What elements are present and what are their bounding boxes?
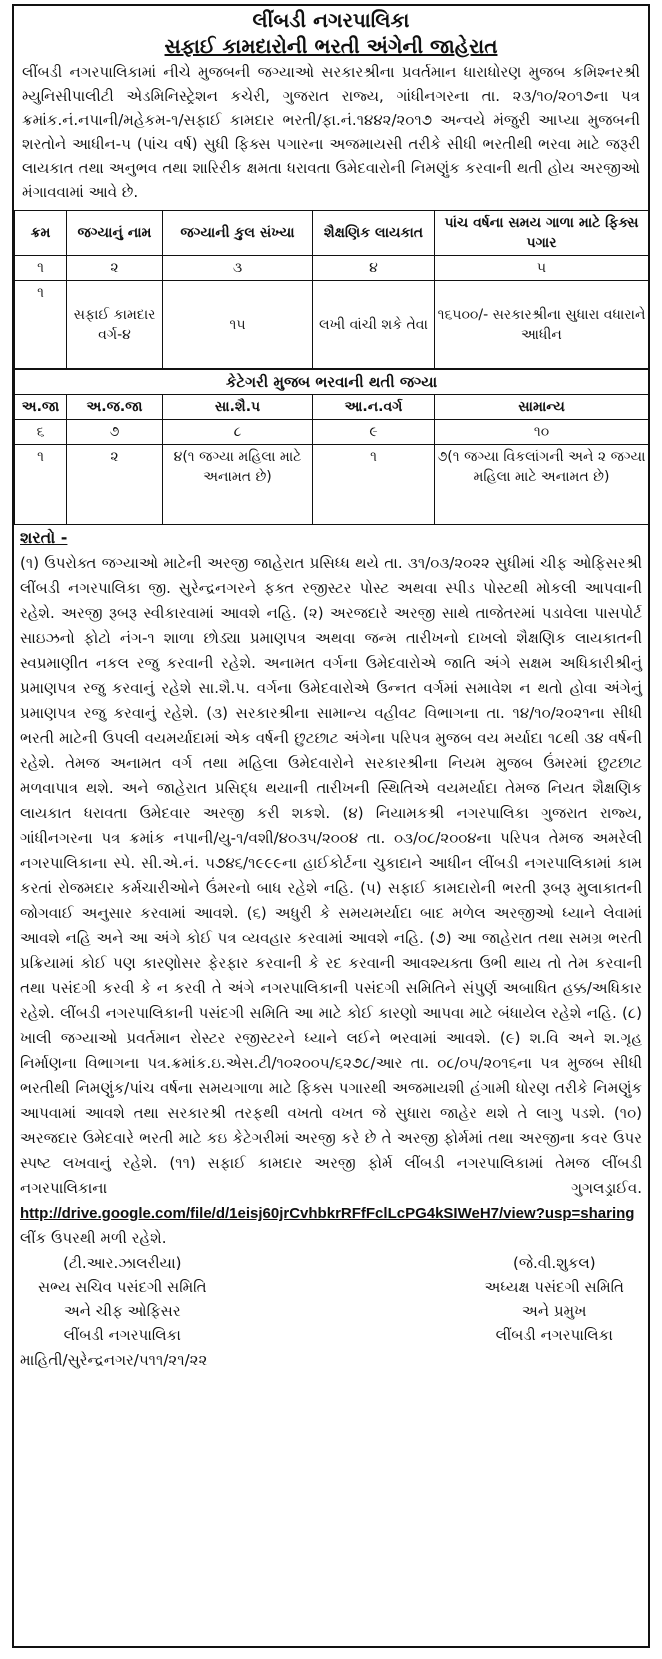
table-cell: ૧૫ [163,281,313,369]
terms-suffix: લીંક ઉપરથી મળી રહેશે. [20,1229,167,1247]
table-row [15,420,649,445]
table-cell: ૯ [313,420,435,445]
table-cell: ૩ [163,256,313,281]
intro-paragraph: લીંબડી નગરપાલિકામાં નીચે મુજબની જગ્યાઓ સરકારશ્રીના પ્રવર્તમાન ધારાધોરણ મુજબ કમિશ્નરશ્રી મ્યુનિસીપાલીટી એડમિનિસ્ટ્રેશન કચેરી, ગુજરાત રાજ્ય, ગાંધીનગરના તા. ૨૩/૧૦/૨૦૧૭ના પત્ર ક્રમાંક.નં.નપાની/મહેકમ-૧/સફાઈ કામદાર ભરતી/ફા.નં.૧૪૪૨/૨૦૧૭ અન્વયે મંજુરી આપ્યા મુજબની શરતોને આધીન-૫ (પાંચ વર્ષ) સુધી ફિક્સ પગારના અજમાયસી તરીકે સીધી ભરતીથી ભરવા માટે જરૂરી લાયકાત તથા અનુભવ તથા શારિરીક ક્ષમતા ધરાવતા ઉમેદવારોની નિમણુંક કરવાની થતી હોય અરજીઓ મંગાવવામાં આવે છે. [22,63,640,201]
signatory-name: (જે.વી.શુકલ) [512,1254,596,1272]
posts-table [14,210,649,369]
table-header-cell: અ.જ.જા [67,395,163,420]
table-header-cell: સા.શૈ.પ [163,395,313,420]
table-header-cell: જગ્યાનું નામ [67,211,163,256]
table-row [15,256,649,281]
table-cell: ૬ [15,420,67,445]
category-title: કેટેગરી મુજબ ભરવાની થતી જગ્યા [15,370,649,395]
table-cell: ૭ [67,420,163,445]
google-drive-link[interactable]: http://drive.google.com/file/d/1eisj60jrCvhbkrRFfFclLcPG4kSIWeH7/view?usp=sharing [20,1205,635,1222]
table-cell: ૧ [313,445,435,525]
table-cell: ૨ [67,256,163,281]
table-header-cell: શૈક્ષણિક લાયકાત [313,211,435,256]
category-table [14,369,649,525]
table-cell: ૪(૧ જગ્યા મહિલા માટે અનામત છે) [163,445,313,525]
table-cell: લખી વાંચી શકે તેવા [313,281,435,369]
table-header-cell: સામાન્ય [435,395,649,420]
page-subtitle: સફાઈ કામદારોની ભરતી અંગેની જાહેરાત [164,34,498,58]
signature-right [485,1251,624,1347]
terms-paragraph [14,549,648,1251]
terms-heading: શરતો - [20,528,68,547]
table-cell: ૧૦ [435,420,649,445]
table-cell: ૭(૧ જગ્યા વિકલાંગની અને ૨ જગ્યા મહિલા માટે અનામત છે) [435,445,649,525]
table-cell: ૪ [313,256,435,281]
table-header-cell: પાંચ વર્ષના સમય ગાળા માટે ફિક્સ પગાર [435,211,649,256]
table-header-cell: જગ્યાની કુલ સંખ્યા [163,211,313,256]
signatory-line: લીંબડી નગરપાલિકા [495,1326,613,1344]
table-cell: ૧૬૫૦૦/- સરકારશ્રીના સુધારા વધારાને આધીન [435,281,649,369]
table-cell: સફાઈ કામદાર વર્ગ-૪ [67,281,163,369]
page-title: લીંબડી નગરપાલિકા [252,8,410,32]
signatory-line: લીંબડી નગરપાલિકા [63,1326,181,1344]
table-header-row [15,395,649,420]
advertisement [12,4,650,1648]
terms-body: (૧) ઉપરોક્ત જગ્યાઓ માટેની અરજી જાહેરાત પ્રસિધ્ધ થયે તા. ૩૧/૦૩/૨૦૨૨ સુધીમાં ચીફ ઓફિસરશ્રી લીંબડી નગરપાલિકા જી. સુરેન્દ્રનગરને ફક્ત રજીસ્ટર પોસ્ટ અથવા સ્પીડ પોસ્ટથી મોકલી આપવાની રહેશે. અરજી રૂબરૂ સ્વીકારવામાં આવશે નહિ. (૨) અરજદારે અરજી સાથે તાજેતરમાં પડાવેલા પાસપોર્ટ સાઇઝનો ફોટો નંગ-૧ શાળા છોડ્યા પ્રમાણપત્ર અથવા જન્મ તારીખનો દાખલો શૈક્ષણિક લાયકાતની સ્વપ્રમાણીત નકલ રજુ કરવાની રહેશે. અનામત વર્ગના ઉમેદવારોએ જાતિ અંગે સક્ષમ અધિકારીશ્રીનું પ્રમાણપત્ર રજુ કરવાનું રહેશે સા.શૈ.પ. વર્ગના ઉમેદવારોએ ઉન્નત વર્ગમાં સમાવેશ ન થતો હોવા અંગેનું પ્રમાણપત્ર રજુ કરવાનું રહેશે. (૩) સરકારશ્રીના સામાન્ય વહીવટ વિભાગના તા. ૧૪/૧૦/૨૦૨૧ના સીધી ભરતી માટેની ઉપલી વયમર્યાદામાં એક વર્ષની છુટછાટ અંગેના પરિપત્ર મુજબ વય મર્યાદા ૧૮થી ૩૪ વર્ષની રહેશે. તેમજ અનામત વર્ગ તથા મહિલા ઉમેદવારોને સરકારશ્રીના નિયમ મુજબ ઉંમરમાં છુટછાટ મળવાપાત્ર થશે. અને જાહેરાત પ્રસિદ્ધ થયાની તારીખની સ્થિતિએ વયમર્યાદા તેમજ નિયત શૈક્ષણિક લાયકાત ધરાવતા ઉમેદવાર અરજી કરી શકશે. (૪) નિયામકશ્રી નગરપાલિકા ગુજરાત રાજ્ય, ગાંધીનગરના પત્ર ક્રમાંક નપાની/યુ-૧/વશી/૪૦૩૫/૨૦૦૪ તા. ૦૩/૦૮/૨૦૦૪ના પરિપત્ર તેમજ અમરેલી નગરપાલિકાના સ્પે. સી.એ.નં. ૫૭૪૬/૧૯૯૯ના હાઈકોર્ટના ચુકાદાને આધીન લીંબડી નગરપાલિકામાં કામ કરતાં રોજમદાર કર્મચારીઓને ઉંમરનો બાધ રહેશે નહિ. (૫) સફાઈ કામદારોની ભરતી રૂબરૂ મુલાકાતની જોગવાઈ અનુસાર કરવામાં આવશે. (૬) અધુરી કે સમયમર્યાદા બાદ મળેલ અરજીઓ ધ્યાને લેવામાં આવશે નહિ અને આ અંગે કોઈ પત્ર વ્યવહાર કરવામાં આવશે નહિ. (૭) આ જાહેરાત તથા સમગ્ર ભરતી પ્રક્રિયામાં કોઈ પણ કારણોસર ફેરફાર કરવાની કે રદ કરવાની આવશ્યક્તા ઉભી થાય તો તેમ કરવાની તથા પસંદગી કરવી કે ન કરવી તે અંગે નગરપાલિકાની પસંદગી સમિતિને સંપુર્ણ અબાધિત હક્ક/અધિકાર રહેશે. લીંબડી નગરપાલિકાની પસંદગી સમિતિ આ માટે કોઈ કારણો આપવા માટે બંધાયેલ રહેશે નહિ. (૮) ખાલી જગ્યાઓ પ્રવર્તમાન રોસ્ટર રજીસ્ટરને ધ્યાને લઈને ભરવામાં આવશે. (૯) શ.વિ અને શ.ગૃહ નિર્માણના વિભાગના પત્ર.ક્રમાંક.ઇ.એસ.ટી/૧૦૨૦૦૫/૬૨૭૮/આર તા. ૦૮/૦૫/૨૦૧૬ના પત્ર મુજબ સીધી ભરતીથી નિમણુંક/પાંચ વર્ષના સમયગાળા માટે ફિક્સ પગારથી અજમાયશી હંગામી ધોરણ તરીકે નિમણુંક આપવામાં આવશે તથા સરકારશ્રી તરફથી વખતો વખત જે સુધારા જાહેર થશે તે લાગુ પડશે. (૧૦) અરજદાર ઉમેદવારે ભરતી માટે કઇ કેટેગરીમાં અરજી કરે છે તે અરજી ફોર્મમાં તથા અરજીના કવર ઉપર સ્પષ્ટ લખવાનું રહેશે. (૧૧) સફાઈ કામદાર અરજી ફોર્મ લીંબડી નગરપાલિકામાં તેમજ લીંબડી નગરપાલિકાના ગુગલડ્રાઈવ. [20,554,642,1197]
table-row [15,445,649,525]
signatory-line: સભ્ય સચિવ પસંદગી સમિતિ [38,1278,207,1296]
signatory-line: અને ચીફ ઓફિસર [63,1302,181,1320]
signatory-line: અધ્યક્ષ પસંદગી સમિતિ [484,1278,624,1296]
signature-block [14,1251,648,1347]
table-cell: ૮ [163,420,313,445]
signatory-name: (ટી.આર.ઝાલરીયા) [63,1254,182,1272]
signatory-line: અને પ્રમુખ [522,1302,587,1320]
table-header-row [15,211,649,256]
table-row [15,281,649,369]
footer-reference: માહિતી/સુરેન્દ્રનગર/૫૧૧/૨૧/૨૨ [20,1351,208,1369]
table-header-cell: ક્રમ [15,211,67,256]
table-cell: ૧ [15,256,67,281]
table-cell: ૧ [15,281,67,369]
signature-left [38,1251,207,1347]
table-header-cell: આ.ન.વર્ગ [313,395,435,420]
category-title-row [15,370,649,395]
table-header-cell: અ.જા [15,395,67,420]
table-cell: ૧ [15,445,67,525]
table-cell: ૫ [435,256,649,281]
table-cell: ૨ [67,445,163,525]
